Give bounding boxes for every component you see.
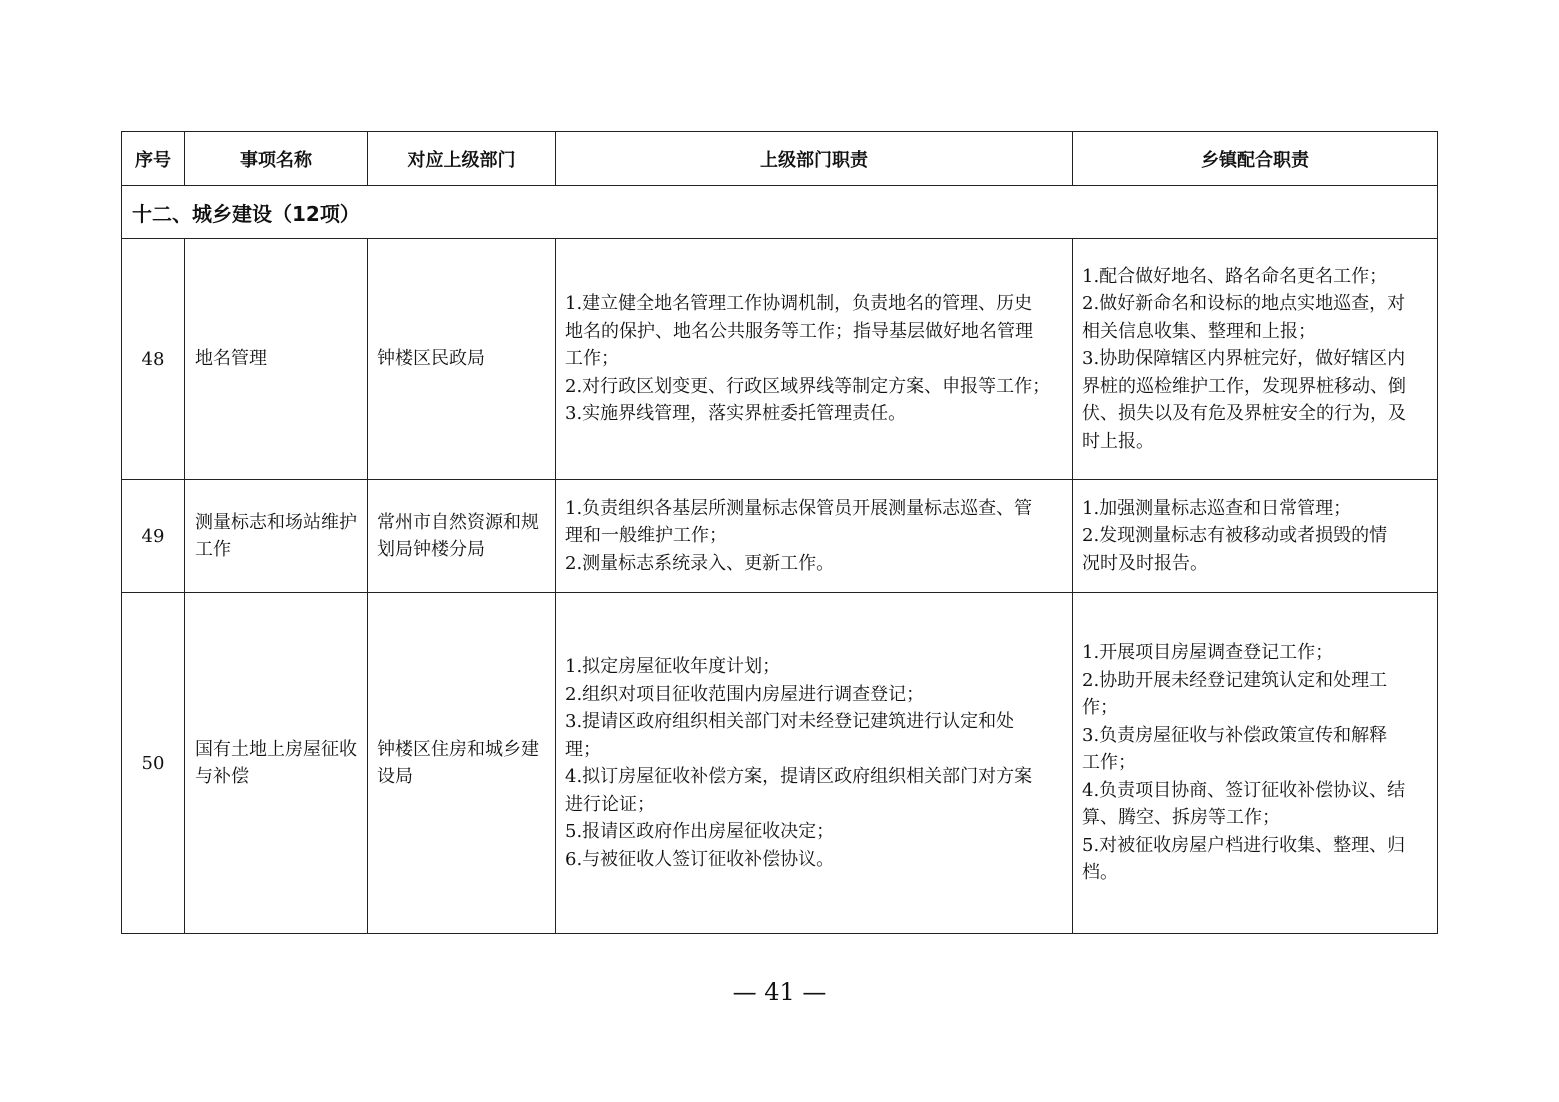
duty-line: 6.与被征收人签订征收补偿协议。 [565, 848, 835, 870]
item-name-text: 测量标志和场站维护工作 [195, 511, 357, 560]
table-row [122, 239, 1438, 480]
duty-line: 工作； [565, 348, 619, 370]
duty-line: 3.提请区政府组织相关部门对未经登记建筑进行认定和处 [565, 711, 1015, 732]
dept-text: 常州市自然资源和规划局钟楼分局 [377, 511, 539, 560]
row-dept-duty [556, 593, 1073, 934]
row-town-duty [1073, 593, 1438, 934]
duty-line: 3.负责房屋征收与补偿政策宣传和解释 [1082, 724, 1388, 746]
duty-line: 3.协助保障辖区内界桩完好，做好辖区内 [1082, 348, 1406, 370]
duty-line: 2.做好新命名和设标的地点实地巡查，对 [1082, 293, 1406, 315]
dept-text: 钟楼区民政局 [377, 348, 485, 370]
header-town-duty: 乡镇配合职责 [1073, 132, 1438, 186]
header-row [122, 132, 1438, 186]
duty-line: 理； [565, 738, 601, 760]
duty-line: 2.发现测量标志有被移动或者损毁的情 [1082, 525, 1388, 547]
row-seq: 48 [122, 239, 185, 480]
row-dept [368, 239, 556, 480]
table-row [122, 480, 1438, 593]
responsibility-table [121, 131, 1438, 934]
duty-line: 2.组织对项目征收范围内房屋进行调查登记； [565, 683, 925, 705]
section-title: 十二、城乡建设（12项） [122, 186, 1438, 239]
row-dept-duty [556, 480, 1073, 593]
duty-line: 伏、损失以及有危及界桩安全的行为，及 [1082, 403, 1406, 425]
duty-line: 2.测量标志系统录入、更新工作。 [565, 552, 835, 574]
duty-line: 5.报请区政府作出房屋征收决定； [565, 821, 835, 842]
row-item-name [185, 593, 368, 934]
row-dept [368, 480, 556, 593]
duty-line: 算、腾空、拆房等工作； [1082, 807, 1280, 829]
duty-line: 况时及时报告。 [1082, 552, 1208, 574]
duty-line: 3.实施界线管理，落实界桩委托管理责任。 [565, 403, 907, 425]
duty-line: 作； [1082, 697, 1118, 719]
row-seq: 49 [122, 480, 185, 593]
dept-text: 钟楼区住房和城乡建设局 [377, 738, 539, 787]
duty-line: 档。 [1082, 862, 1118, 884]
duty-line: 1.加强测量标志巡查和日常管理； [1082, 497, 1352, 519]
item-name-text: 地名管理 [195, 348, 267, 370]
duty-line: 工作； [1082, 752, 1136, 774]
duty-line: 相关信息收集、整理和上报； [1082, 320, 1316, 342]
duty-line: 5.对被征收房屋户档进行收集、整理、归 [1082, 834, 1406, 856]
duty-line: 1.拟定房屋征收年度计划； [565, 656, 781, 677]
row-town-duty [1073, 480, 1438, 593]
section-row [122, 186, 1438, 239]
item-name-text: 国有土地上房屋征收与补偿 [195, 738, 357, 787]
duty-line: 1.配合做好地名、路名命名更名工作； [1082, 265, 1388, 287]
row-item-name [185, 239, 368, 480]
header-dept-duty: 上级部门职责 [556, 132, 1073, 186]
duty-line: 进行论证； [565, 793, 655, 815]
duty-line: 2.对行政区划变更、行政区域界线等制定方案、申报等工作； [565, 375, 1051, 397]
row-item-name [185, 480, 368, 593]
row-seq: 50 [122, 593, 185, 934]
duty-line: 1.开展项目房屋调查登记工作； [1082, 642, 1334, 664]
page-number: — 41 — [732, 978, 827, 1006]
duty-line: 理和一般维护工作； [565, 525, 727, 547]
duty-line: 时上报。 [1082, 430, 1154, 452]
row-town-duty [1073, 239, 1438, 480]
table-row [122, 593, 1438, 934]
row-dept-duty [556, 239, 1073, 480]
duty-line: 1.负责组织各基层所测量标志保管员开展测量标志巡查、管 [565, 497, 1033, 519]
duty-line: 界桩的巡检维护工作，发现界桩移动、倒 [1082, 375, 1406, 397]
duty-line: 地名的保护、地名公共服务等工作；指导基层做好地名管理 [565, 320, 1033, 342]
duty-line: 1.建立健全地名管理工作协调机制，负责地名的管理、历史 [565, 293, 1033, 315]
duty-line: 4.负责项目协商、签订征收补偿协议、结 [1082, 779, 1406, 801]
header-dept: 对应上级部门 [368, 132, 556, 186]
row-dept [368, 593, 556, 934]
duty-line: 4.拟订房屋征收补偿方案，提请区政府组织相关部门对方案 [565, 766, 1033, 787]
header-name: 事项名称 [185, 132, 368, 186]
duty-line: 2.协助开展未经登记建筑认定和处理工 [1082, 669, 1388, 691]
header-seq: 序号 [122, 132, 185, 186]
